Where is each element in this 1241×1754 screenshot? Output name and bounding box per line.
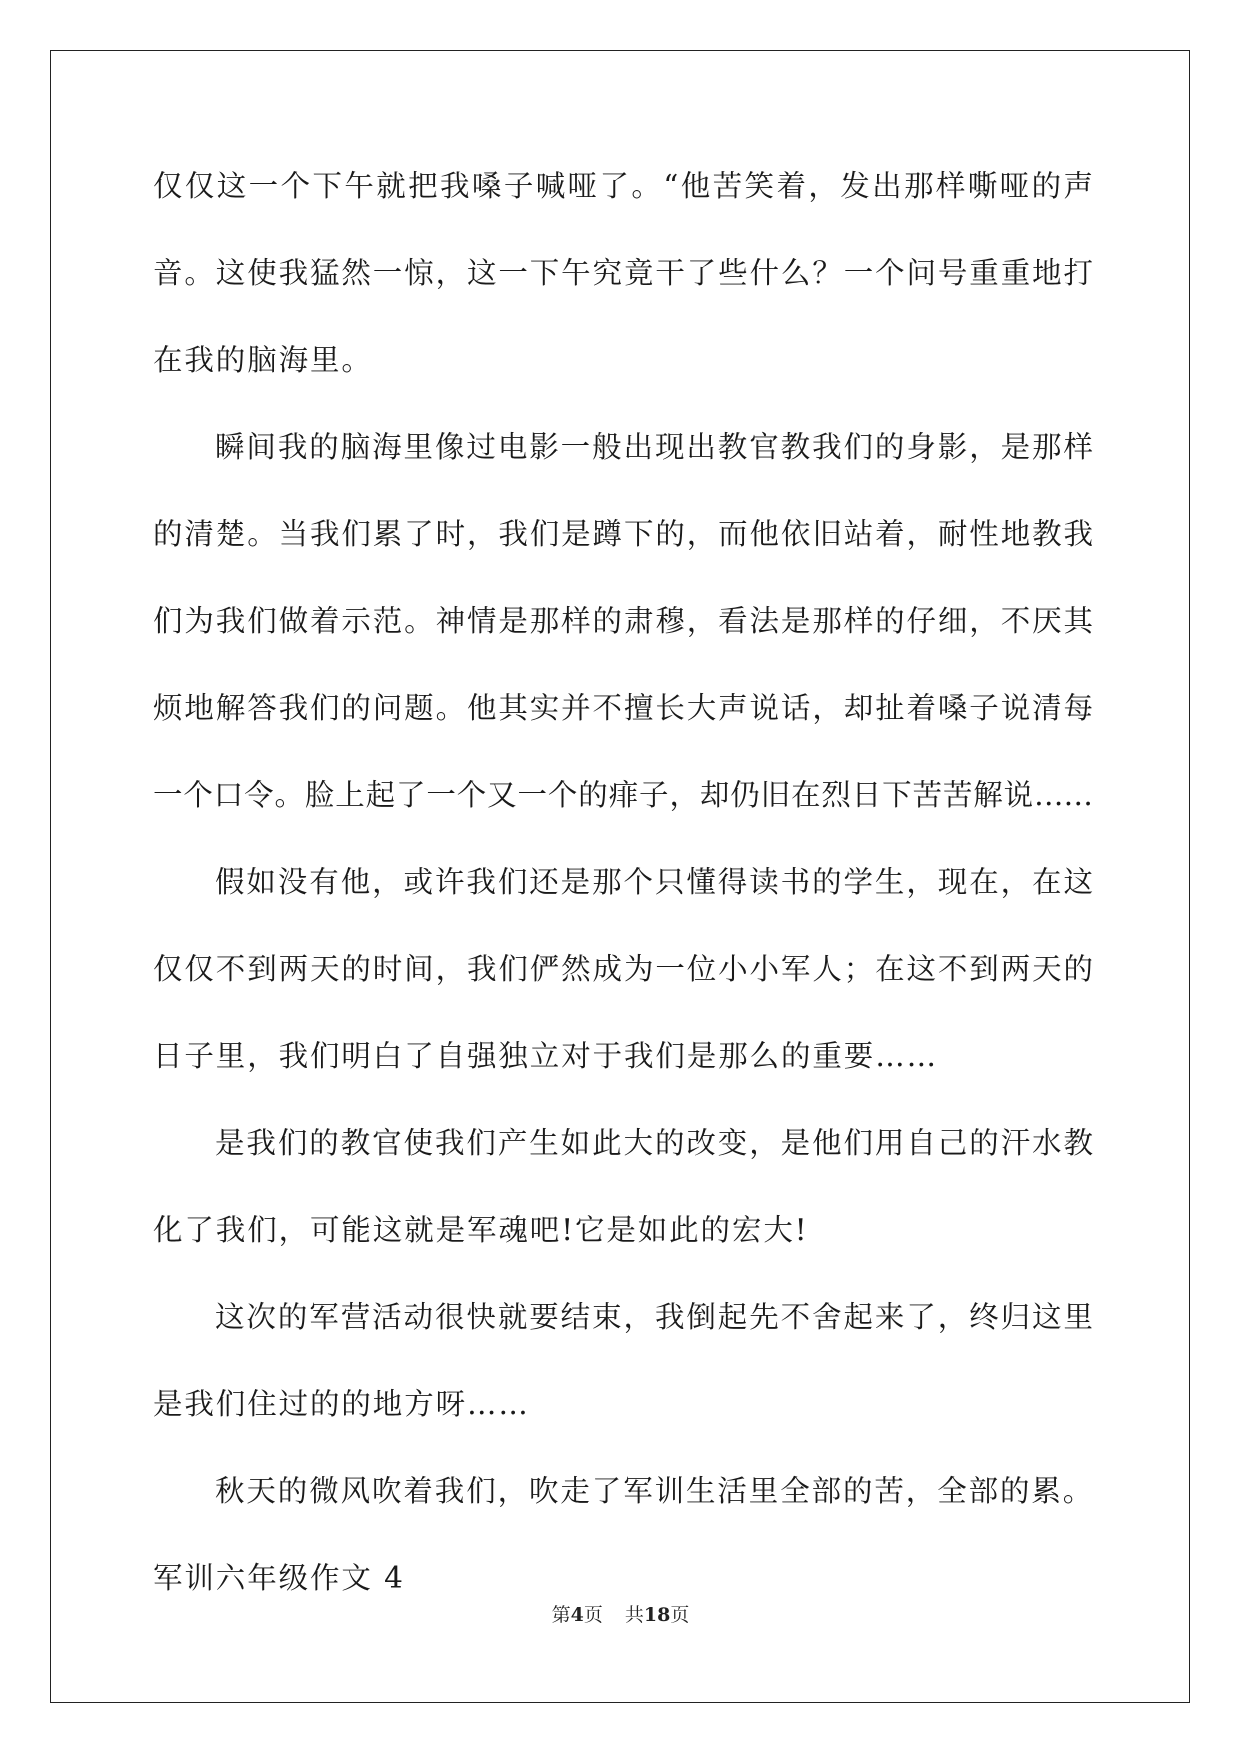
text-line: 瞬间我的脑海里像过电影一般出现出教官教我们的身影，是那样 xyxy=(215,430,1093,464)
text-line: 日子里，我们明白了自强独立对于我们是那么的重要…… xyxy=(153,1039,939,1073)
text-line: 烦地解答我们的问题。他其实并不擅长大声说话，却扯着嗓子说清每 xyxy=(153,691,1093,725)
text-line: 一个口令。脸上起了一个又一个的痱子，却仍旧在烈日下苦苦解说…… xyxy=(153,778,1093,812)
text-line: 这次的军营活动很快就要结束，我倒起先不舍起来了，终归这里 xyxy=(215,1300,1093,1334)
footer-total-suffix: 页 xyxy=(670,1604,690,1626)
footer-total-prefix: 共 xyxy=(624,1604,644,1626)
text-line: 化了我们，可能这就是军魂吧!它是如此的宏大! xyxy=(153,1213,809,1247)
text-line: 军训六年级作文 4 xyxy=(153,1561,405,1595)
page-total: 18 xyxy=(643,1604,671,1626)
text-line: 是我们住过的的地方呀…… xyxy=(153,1387,530,1421)
page-footer xyxy=(0,1600,1241,1627)
footer-page-suffix: 页 xyxy=(583,1604,603,1626)
text-line: 音。这使我猛然一惊，这一下午究竟干了些什么？一个问号重重地打 xyxy=(153,256,1093,290)
text-line: 仅仅这一个下午就把我嗓子喊哑了。“他苦笑着，发出那样嘶哑的声 xyxy=(153,169,1093,203)
text-line: 秋天的微风吹着我们，吹走了军训生活里全部的苦，全部的累。 xyxy=(215,1474,1095,1508)
text-line: 假如没有他，或许我们还是那个只懂得读书的学生，现在，在这 xyxy=(215,865,1093,899)
text-line: 是我们的教官使我们产生如此大的改变，是他们用自己的汗水教 xyxy=(215,1126,1093,1160)
text-line: 在我的脑海里。 xyxy=(153,343,373,377)
text-line: 仅仅不到两天的时间，我们俨然成为一位小小军人；在这不到两天的 xyxy=(153,952,1093,986)
document-body xyxy=(153,156,1093,1635)
page-number: 4 xyxy=(570,1604,584,1626)
text-line: 们为我们做着示范。神情是那样的肃穆，看法是那样的仔细，不厌其 xyxy=(153,604,1093,638)
text-line: 的清楚。当我们累了时，我们是蹲下的，而他依旧站着，耐性地教我 xyxy=(153,517,1093,551)
footer-prefix: 第 xyxy=(551,1604,571,1626)
